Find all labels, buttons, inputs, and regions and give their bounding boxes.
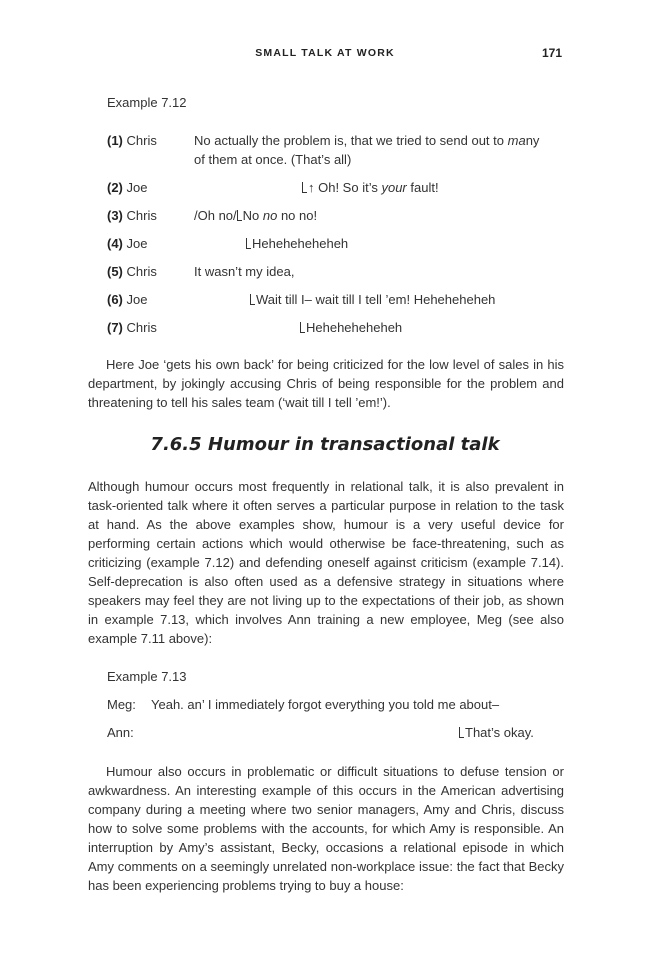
utterance: Wait till I– wait till I tell ’em! Heheheheheh (194, 290, 574, 309)
speaker: Ann: (107, 725, 134, 740)
utterance: /Oh no/ No no no no! (194, 208, 318, 223)
page-header (0, 47, 650, 67)
body-paragraph: Although humour occurs most frequently in relational talk, it is also prevalent in task-oriented talk where it often serves a particular purpose in relation to the task at hand. As the above examples show, humour is a very useful device for performing certain actions which would otherwise be face-threatening, such as criticizing (example 7.12) and defending oneself against criticism (example 7.14). Self-deprecation is also often used as a defensive strategy in situations where speakers may feel they are not living up to the expectations of their job, as shown in example 7.13, which involves Ann training a new employee, Meg (see also example 7.11 above): (88, 479, 564, 646)
speaker: Meg: (107, 697, 136, 712)
speaker: (4) Joe (107, 236, 148, 251)
overlap-bracket (459, 727, 464, 738)
overlap-bracket (250, 294, 255, 305)
utterance: That’s okay. (459, 725, 534, 740)
speaker: (3) Chris (107, 208, 157, 223)
overlap-bracket (300, 322, 305, 333)
section-heading: 7.6.5 Humour in transactional talk (150, 434, 500, 455)
page-number: 171 (541, 46, 562, 60)
speaker: (7) Chris (107, 320, 157, 335)
example-label: Example 7.12 (107, 95, 187, 110)
overlap-bracket (237, 210, 242, 221)
speaker: (2) Joe (107, 180, 148, 195)
speaker: (1) Chris (107, 133, 157, 148)
overlap-bracket (246, 238, 251, 249)
utterance: Heheheheheheh (194, 318, 574, 337)
utterance: It wasn’t my idea, (194, 264, 295, 279)
speaker: (6) Joe (107, 292, 148, 307)
overlap-bracket (302, 182, 307, 193)
utterance: ↑ Oh! So it’s your fault! (194, 178, 574, 197)
transcript-line (107, 131, 577, 171)
example-label: Example 7.13 (107, 669, 187, 684)
utterance: Heheheheheheh (194, 234, 574, 253)
utterance: No actually the problem is, that we tried to send out to many of them at once. (That’s all) (194, 133, 540, 167)
speaker: (5) Chris (107, 264, 157, 279)
body-paragraph: Here Joe ‘gets his own back’ for being criticized for the low level of sales in his department, by jokingly accusing Chris of being responsible for the problem and threatening to tell his sales team (‘wait till I tell ’em!’). (88, 357, 564, 410)
utterance: Yeah. an’ I immediately forgot everything you told me about– (151, 697, 500, 712)
body-paragraph: Humour also occurs in problematic or difficult situations to defuse tension or awkwardness. An interesting example of this occurs in the American advertising company during a meeting where two senior managers, Amy and Chris, discuss how to solve some problems with the accounts, for which Amy is responsible. An interruption by Amy’s assistant, Becky, occasions a relational episode in which Amy comments on a seemingly unrelated non-workplace issue: the fact that Becky has been experiencing problems trying to buy a house: (88, 764, 564, 893)
running-head: SMALL TALK AT WORK (255, 47, 395, 59)
